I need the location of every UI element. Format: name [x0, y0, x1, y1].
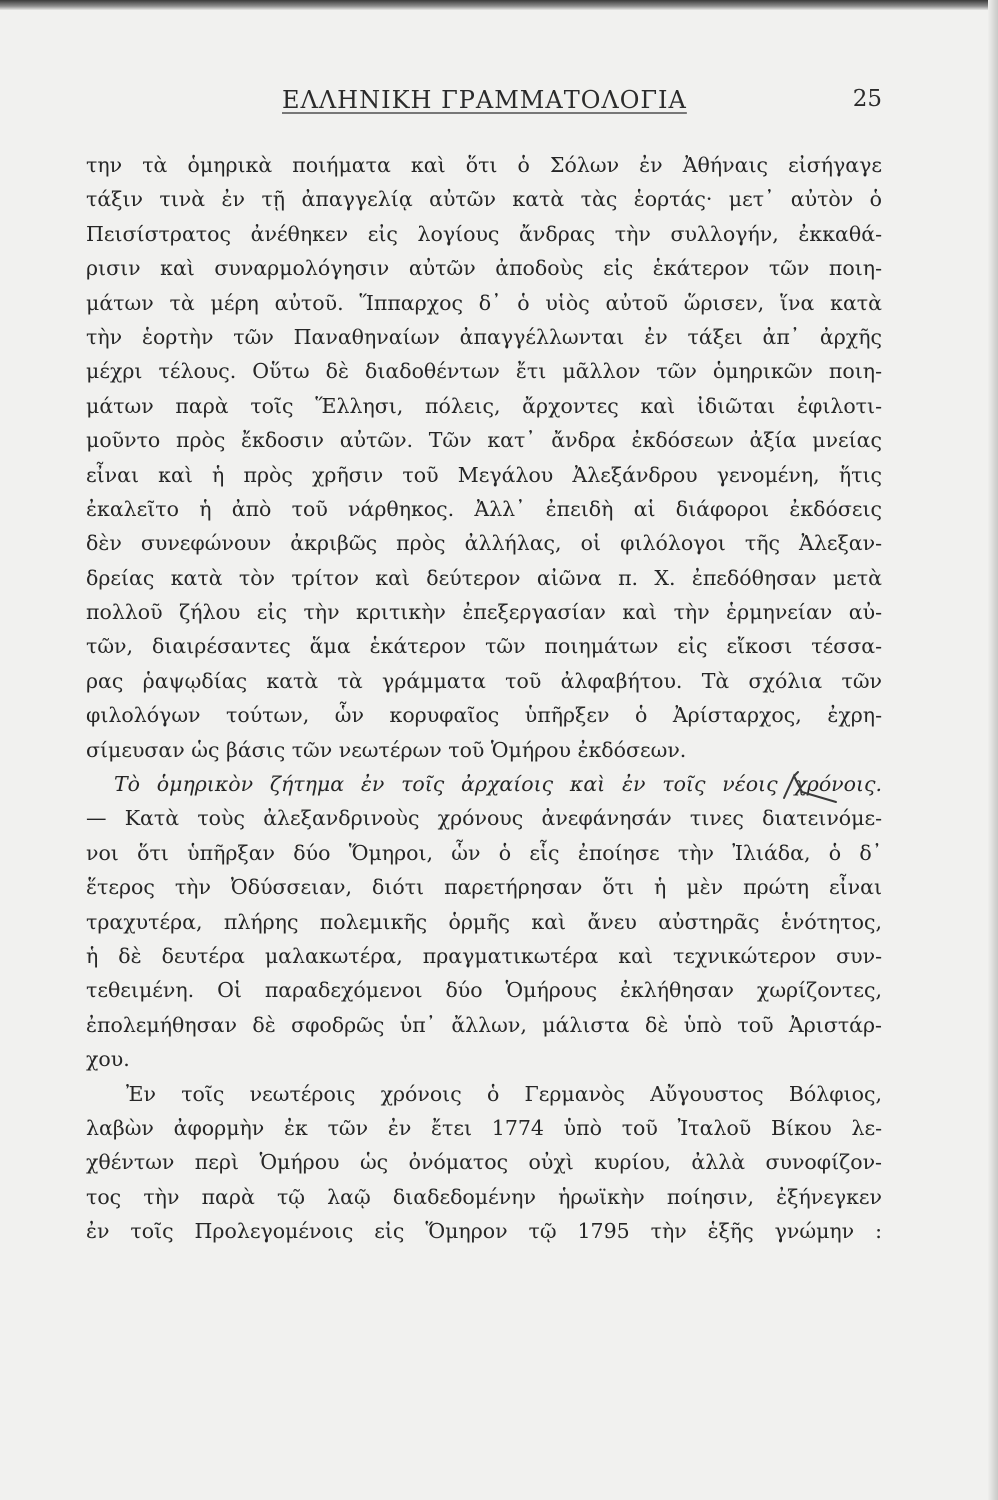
text-line: λαβὼν ἀφορμὴν ἐκ τῶν ἐν ἔτει 1774 ὑπὸ τοῦ Ἰταλοῦ Βίκου λε- — [86, 1115, 882, 1140]
text-line: χθέντων περὶ Ὁμήρου ὡς ὀνόματος οὐχὶ κυρίου, ἀλλὰ συνοφίζον- — [86, 1150, 882, 1175]
pencil-mark-icon — [776, 768, 846, 808]
text-line: τῶν, διαιρέσαντες ἅμα ἑκάτερον τῶν ποιημάτων εἰς εἴκοσι τέσσα- — [86, 634, 882, 659]
text-line: πολλοῦ ζήλου εἰς τὴν κριτικὴν ἐπεξεργασίαν καὶ τὴν ἑρμηνείαν αὐ- — [86, 600, 882, 625]
text-line: μοῦντο πρὸς ἔκδοσιν αὐτῶν. Τῶν κατ᾽ ἄνδρα ἐκδόσεων ἀξία μνείας — [86, 428, 882, 453]
text-line: δὲν συνεφώνουν ἀκριβῶς πρὸς ἀλλήλας, οἱ φιλόλογοι τῆς Ἀλεξαν- — [86, 531, 882, 556]
page-number: 25 — [852, 86, 882, 112]
text-line: χου. — [86, 1047, 130, 1072]
text-line: εἶναι καὶ ἡ πρὸς χρῆσιν τοῦ Μεγάλου Ἀλεξάνδρου γενομένη, ἥτις — [86, 462, 882, 487]
text-line: ρισιν καὶ συναρμολόγησιν αὐτῶν ἀποδοὺς εἰς ἑκάτερον τῶν ποιη- — [86, 256, 882, 281]
text-line: ἕτερος τὴν Ὀδύσσειαν, διότι παρετήρησαν ὅτι ἡ μὲν πρώτη εἶναι — [86, 875, 882, 900]
text-line: — Κατὰ τοὺς ἀλεξανδρινοὺς χρόνους ἀνεφάνησάν τινες διατεινόμε- — [86, 806, 882, 831]
page-header — [86, 84, 882, 124]
page-top-edge-shadow — [0, 0, 998, 10]
text-line: ρας ῥαψῳδίας κατὰ τὰ γράμματα τοῦ ἀλφαβήτου. Τὰ σχόλια τῶν — [86, 668, 882, 693]
text-line: την τὰ ὁμηρικὰ ποιήματα καὶ ὅτι ὁ Σόλων ἐν Ἀθήναις εἰσήγαγε — [86, 153, 882, 177]
text-line: ἡ δὲ δευτέρα μαλακωτέρα, πραγματικωτέρα καὶ τεχνικώτερον συν- — [86, 943, 882, 968]
text-line: νοι ὅτι ὑπῆρξαν δύο Ὅμηροι, ὧν ὁ εἷς ἐποίησε τὴν Ἰλιάδα, ὁ δ᾽ — [86, 840, 882, 865]
body-text — [86, 148, 882, 1249]
text-line: τάξιν τινὰ ἐν τῇ ἀπαγγελίᾳ αὐτῶν κατὰ τὰς ἑορτάς· μετ᾽ αὐτὸν ὁ — [86, 187, 882, 212]
text-line: Ἐν τοῖς νεωτέροις χρόνοις ὁ Γερμανὸς Αὔγουστος Βόλφιος, — [126, 1081, 882, 1106]
text-line: ἐπολεμήθησαν δὲ σφοδρῶς ὑπ᾽ ἄλλων, μάλιστα δὲ ὑπὸ τοῦ Ἀριστάρ- — [86, 1012, 882, 1037]
text-line: δρείας κατὰ τὸν τρίτον καὶ δεύτερον αἰῶνα π. Χ. ἐπεδόθησαν μετὰ — [86, 565, 882, 590]
text-line: μέχρι τέλους. Οὕτω δὲ διαδοθέντων ἔτι μᾶλλον τῶν ὁμηρικῶν ποιη- — [86, 359, 882, 384]
text-line: μάτων τὰ μέρη αὐτοῦ. Ἵππαρχος δ᾽ ὁ υἱὸς αὐτοῦ ὥρισεν, ἵνα κατὰ — [86, 290, 882, 315]
text-line: τὴν ἑορτὴν τῶν Παναθηναίων ἀπαγγέλλωνται ἐν τάξει ἀπ᾽ ἀρχῆς — [86, 324, 882, 349]
text-line: Πεισίστρατος ἀνέθηκεν εἰς λογίους ἄνδρας τὴν συλλογήν, ἐκκαθά- — [86, 221, 882, 246]
text-line: ἐκαλεῖτο ἡ ἀπὸ τοῦ νάρθηκος. Ἀλλ᾽ ἐπειδὴ αἱ διάφοροι ἐκδόσεις — [86, 496, 882, 521]
text-line: μάτων παρὰ τοῖς Ἕλλησι, πόλεις, ἄρχοντες καὶ ἰδιῶται ἐφιλοτι- — [86, 393, 882, 418]
page-right-edge-shadow — [988, 0, 998, 1500]
text-line: τραχυτέρα, πλήρης πολεμικῆς ὁρμῆς καὶ ἄνευ αὐστηρᾶς ἑνότητος, — [86, 909, 882, 934]
running-title: ΕΛΛΗΝΙΚΗ ΓΡΑΜΜΑΤΟΛΟΓΙΑ — [282, 86, 687, 114]
section-heading-line: Τὸ ὁμηρικὸν ζήτημα ἐν τοῖς ἀρχαίοις καὶ ἐν τοῖς νέοις χρόνοις. — [114, 772, 882, 797]
text-line: ἐν τοῖς Προλεγομένοις εἰς Ὅμηρον τῷ 1795 τὴν ἑξῆς γνώμην : — [86, 1219, 882, 1244]
text-line: τεθειμένη. Οἱ παραδεχόμενοι δύο Ὁμήρους ἐκλήθησαν χωρίζοντες, — [86, 978, 882, 1003]
text-line: σίμευσαν ὡς βάσις τῶν νεωτέρων τοῦ Ὁμήρου ἐκδόσεων. — [86, 737, 687, 762]
text-line: τος τὴν παρὰ τῷ λαῷ διαδεδομένην ἡρωϊκὴν ποίησιν, ἐξήνεγκεν — [86, 1184, 882, 1209]
text-line: φιλολόγων τούτων, ὧν κορυφαῖος ὑπῆρξεν ὁ Ἀρίσταρχος, ἐχρη- — [86, 703, 882, 728]
